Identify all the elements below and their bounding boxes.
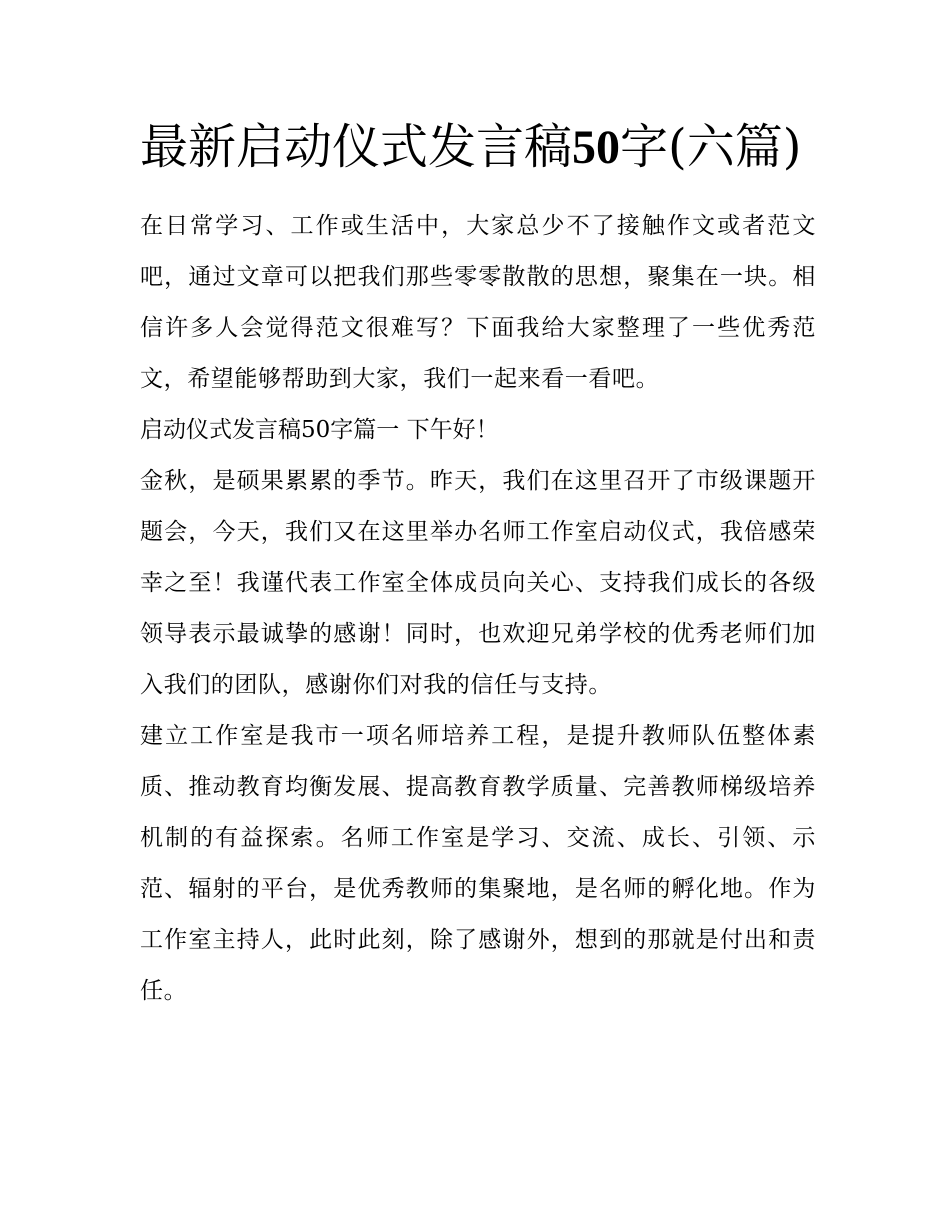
document-title: 最新启动仪式发言稿50字(六篇)	[140, 119, 802, 175]
body-paragraph: 建立工作室是我市一项名师培养工程，是提升教师队伍整体素质、推动教育均衡发展、提高教育教学质量、完善教师梯级培养机制的有益探索。名师工作室是学习、交流、成长、引领、示范、辐射的平台，是优秀教师的集聚地，是名师的孵化地。作为工作室主持人，此时此刻，除了感谢外，想到的那就是付出和责任。	[140, 723, 816, 1004]
body-paragraph: 金秋，是硕果累累的季节。昨天，我们在这里召开了市级课题开题会，今天，我们又在这里举办名师工作室启动仪式，我倍感荣幸之至！我谨代表工作室全体成员向关心、支持我们成长的各级领导表示最诚挚的感谢！同时，也欢迎兄弟学校的优秀老师们加入我们的团队，感谢你们对我的信任与支持。	[140, 468, 816, 698]
section-heading-paragraph: 启动仪式发言稿50字篇一 下午好！	[140, 417, 499, 443]
document-body	[140, 112, 816, 1017]
intro-paragraph: 在日常学习、工作或生活中，大家总少不了接触作文或者范文吧，通过文章可以把我们那些零零散散的思想，聚集在一块。相信许多人会觉得范文很难写？下面我给大家整理了一些优秀范文，希望能够帮助到大家，我们一起来看一看吧。	[140, 213, 816, 392]
